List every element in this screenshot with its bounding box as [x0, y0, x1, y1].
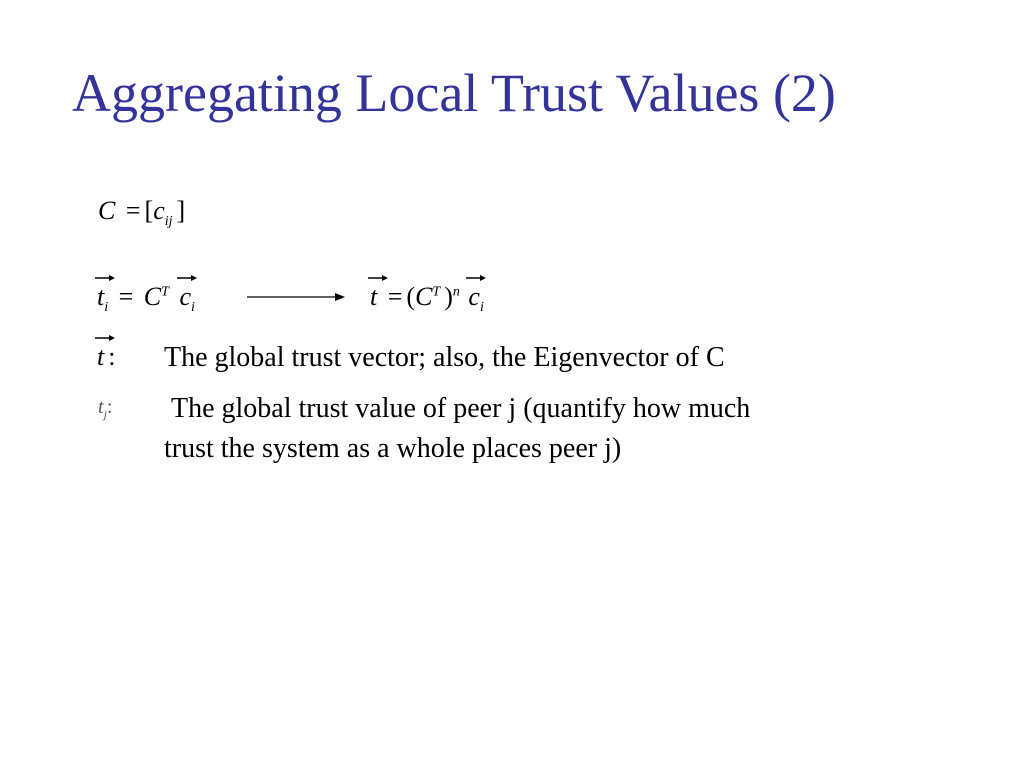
matrix-symbol: C	[143, 282, 162, 311]
element-subscript: ij	[164, 214, 173, 230]
close-bracket: ]	[176, 196, 186, 225]
definition-symbol-vector	[97, 342, 115, 372]
transpose-superscript: T	[432, 284, 441, 300]
power-superscript: n	[452, 284, 460, 300]
transpose-superscript: T	[161, 284, 169, 300]
update-formula	[97, 282, 195, 316]
trust-vector-symbol: t	[97, 282, 104, 312]
definition-text-scalar-line2: trust the system as a whole places peer j)	[164, 433, 622, 464]
local-trust-vector-subscript: i	[479, 300, 484, 316]
trust-vector-subscript: i	[104, 300, 109, 316]
local-trust-vector-symbol: c	[468, 282, 480, 312]
global-trust-vector-symbol: t	[370, 282, 377, 312]
trust-value-symbol: t	[98, 396, 104, 418]
close-paren: )	[444, 282, 453, 311]
colon: :	[106, 396, 113, 418]
long-arrow-icon	[247, 291, 345, 303]
limit-formula	[370, 282, 484, 316]
vector-arrow-icon	[95, 274, 115, 282]
element-symbol: c	[153, 196, 165, 225]
matrix-symbol: C	[415, 282, 433, 311]
definition-text-vector: The global trust vector; also, the Eigenvector of C	[164, 342, 725, 373]
equals-sign: =	[387, 282, 403, 311]
definition-symbol-scalar	[98, 396, 112, 422]
local-trust-vector-subscript: i	[190, 300, 195, 316]
trust-value-subscript: j	[103, 407, 107, 421]
slide-title: Aggregating Local Trust Values (2)	[72, 63, 836, 123]
matrix-symbol: C	[98, 196, 116, 225]
open-paren: (	[406, 282, 416, 311]
equals-sign: =	[125, 196, 141, 225]
vector-arrow-icon	[466, 274, 486, 282]
global-trust-vector-symbol: t	[97, 342, 104, 372]
definition-text-scalar-line1: The global trust value of peer j (quantify how much	[171, 393, 751, 424]
equals-sign: =	[118, 282, 134, 311]
vector-arrow-icon	[95, 334, 115, 342]
open-bracket: [	[144, 196, 154, 225]
matrix-definition-formula	[98, 196, 185, 230]
local-trust-vector-symbol: c	[179, 282, 191, 312]
vector-arrow-icon	[368, 274, 388, 282]
colon: :	[108, 342, 116, 371]
vector-arrow-icon	[177, 274, 197, 282]
